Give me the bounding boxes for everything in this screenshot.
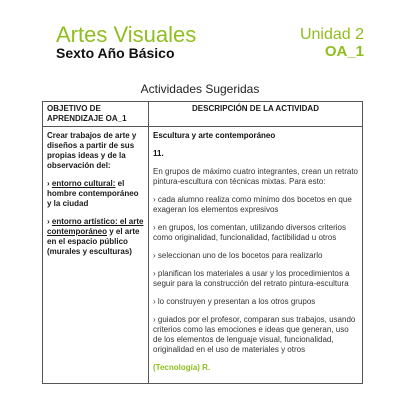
activity-step: › cada alumno realiza como mínimo dos bocetos en que exageran los elementos expresivos: [153, 195, 352, 214]
objective-item-artistic-label: entorno artístico: el arte contemporáneo: [47, 217, 144, 236]
objective-item-cultural-label: entorno cultural:: [51, 179, 116, 188]
activity-table: [42, 101, 363, 384]
objective-item-artistic: [47, 217, 144, 257]
objective-code: OA_1: [324, 43, 364, 60]
objective-cell: [43, 127, 149, 384]
subject-title: Artes Visuales: [56, 22, 197, 47]
activity-intro: En grupos de máximo cuatro integrantes, crean un retrato pintura-escultura con técnicas mixtas. Para esto:: [153, 167, 358, 186]
objective-item-cultural: [47, 179, 144, 209]
objective-item-cultural-text: el hombre contemporáneo y la ciudad: [47, 179, 139, 208]
objective-item-artistic-text: y el arte en el espacio público (murales y esculturas): [47, 227, 140, 256]
activity-step: › guiados por el profesor, comparan sus trabajos, usando criterios como las emociones e ideas que generan, uso de los elementos de lenguaje visual, funcionalidad, originalidad en el uso de materiales y otros: [153, 315, 356, 354]
grade-subtitle: Sexto Año Básico: [56, 45, 175, 61]
activity-title: Escultura y arte contemporáneo: [153, 131, 276, 140]
activity-number: 11.: [153, 149, 164, 158]
cross-subject-tag: (Tecnología) R.: [153, 363, 211, 372]
section-title: Actividades Sugeridas: [140, 82, 260, 96]
bullet: ›: [47, 217, 52, 226]
objective-column-header: OBJETIVO DE APRENDIZAJE OA_1: [43, 102, 149, 127]
objective-intro: Crear trabajos de arte y diseños a partir de sus propias ideas y de la observación del:: [47, 131, 137, 170]
activity-step: › planifican los materiales a usar y los procedimientos a seguir para la construcción del retrato pintura-escultura: [153, 269, 350, 288]
activity-step: › seleccionan uno de los bocetos para realizarlo: [153, 251, 323, 260]
table-header-row: [43, 102, 363, 127]
activity-step: › lo construyen y presentan a los otros grupos: [153, 297, 316, 306]
table-row: [43, 127, 363, 384]
description-cell: [149, 127, 363, 384]
activity-step: › en grupos, los comentan, utilizando diversos criterios como originalidad, funcionalidad, factibilidad u otros: [153, 223, 346, 242]
unit-label: Unidad 2: [299, 26, 364, 43]
description-column-header: DESCRIPCIÓN DE LA ACTIVIDAD: [149, 102, 363, 127]
bullet: ›: [47, 179, 52, 188]
